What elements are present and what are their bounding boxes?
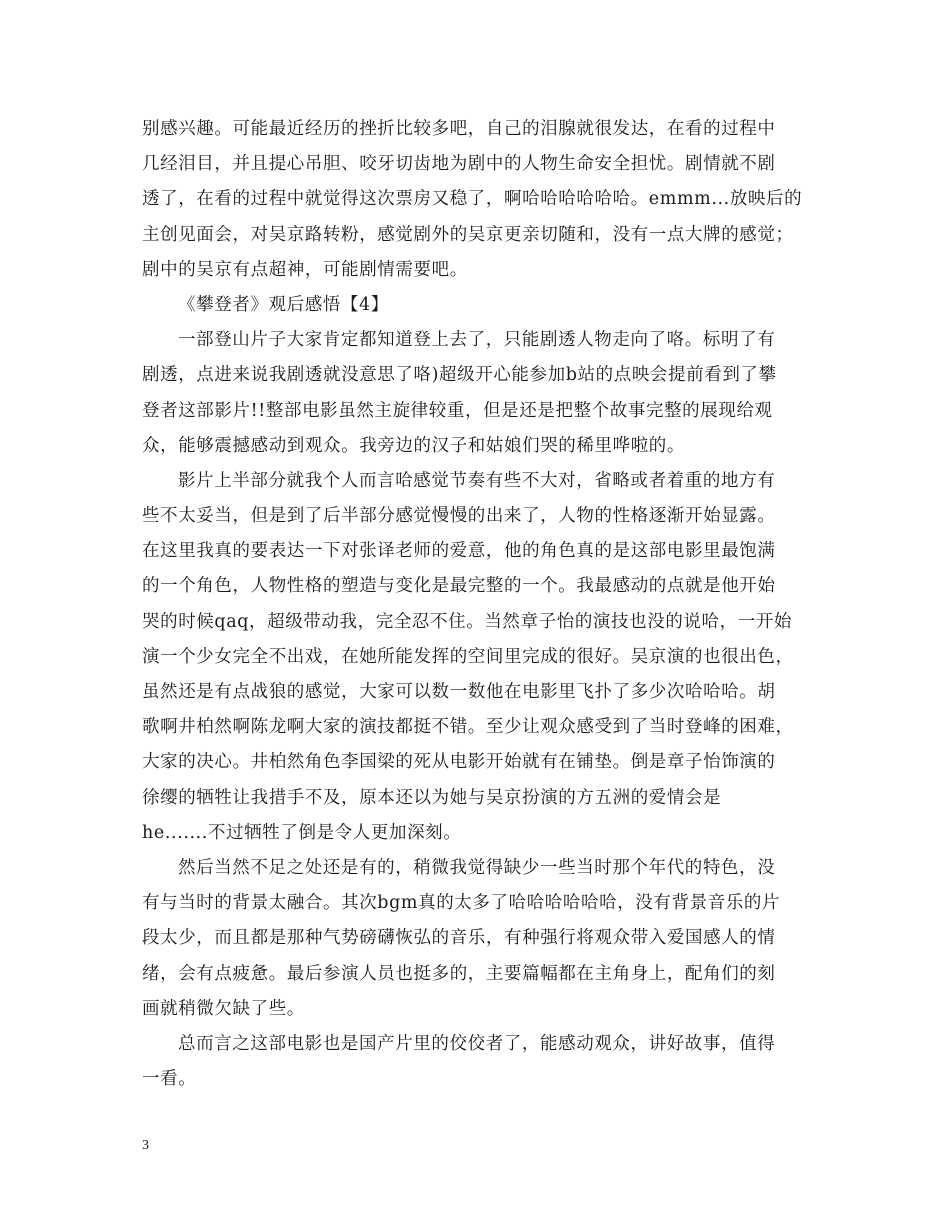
text-line: 演一个少女完全不出戏，在她所能发挥的空间里完成的很好。吴京演的也很出色， <box>142 646 794 667</box>
text-line: 登者这部影片!!整部电影虽然主旋律较重，但是还是把整个故事完整的展现给观 <box>142 400 773 421</box>
text-line: 歌啊井柏然啊陈龙啊大家的演技都挺不错。至少让观众感受到了当时登峰的困难， <box>142 717 794 738</box>
document-body <box>142 112 812 1097</box>
text-line: 的一个角色，人物性格的塑造与变化是最完整的一个。我最感动的点就是他开始 <box>142 576 776 597</box>
text-line: 一看。 <box>142 1069 197 1090</box>
text-line: 几经泪目，并且提心吊胆、咬牙切齿地为剧中的人物生命安全担忧。剧情就不剧 <box>142 154 776 175</box>
text-line: 总而言之这部电影也是国产片里的佼佼者了，能感动观众，讲好故事，值得 <box>178 1033 776 1054</box>
text-line: 别感兴趣。可能最近经历的挫折比较多吧，自己的泪腺就很发达，在看的过程中 <box>142 119 776 139</box>
section-heading <box>142 288 812 323</box>
paragraph-acting <box>142 464 812 851</box>
text-line: 有与当时的背景太融合。其次bgm真的太多了哈哈哈哈哈哈，没有背景音乐的片 <box>142 893 781 914</box>
text-line: 主创见面会，对吴京路转粉，感觉剧外的吴京更亲切随和，没有一点大牌的感觉； <box>142 224 794 245</box>
text-line: 徐缨的牺牲让我措手不及，原本还以为她与吴京扮演的方五洲的爱情会是 <box>142 787 722 808</box>
text-line: 画就稍微欠缺了些。 <box>142 998 305 1019</box>
text-line: he.......不过牺牲了倒是令人更加深刻。 <box>142 822 462 843</box>
text-line: 剧中的吴京有点超神，可能剧情需要吧。 <box>142 259 468 280</box>
text-line: 然后当然不足之处还是有的，稍微我觉得缺少一些当时那个年代的特色，没 <box>178 857 776 878</box>
text-line: 段太少，而且都是那种气势磅礴恢弘的音乐，有种强行将观众带入爱国感人的情 <box>142 928 776 949</box>
paragraph-shortcomings <box>142 851 812 1027</box>
text-line: 透了，在看的过程中就觉得这次票房又稳了，啊哈哈哈哈哈哈。emmm...放映后的 <box>142 189 803 210</box>
heading-text: 《攀登者》观后感悟【4】 <box>178 294 389 315</box>
paragraph-intro <box>142 323 812 464</box>
text-line: 虽然还是有点战狼的感觉，大家可以数一数他在电影里飞扑了多少次哈哈哈。胡 <box>142 682 776 702</box>
text-line: 剧透，点进来说我剧透就没意思了咯)超级开心能参加b站的点映会提前看到了攀 <box>142 365 777 386</box>
text-line: 在这里我真的要表达一下对张译老师的爱意，他的角色真的是这部电影里最饱满 <box>142 541 776 562</box>
paragraph-conclusion <box>142 1027 812 1097</box>
text-line: 众，能够震撼感动到观众。我旁边的汉子和姑娘们哭的稀里哗啦的。 <box>142 435 685 456</box>
text-line: 绪，会有点疲惫。最后参演人员也挺多的，主要篇幅都在主角身上，配角们的刻 <box>142 963 776 984</box>
text-line: 大家的决心。井柏然角色李国梁的死从电影开始就有在铺垫。倒是章子怡饰演的 <box>142 752 776 773</box>
paragraph-continuation <box>142 112 812 288</box>
text-line: 哭的时候qaq，超级带动我，完全忍不住。当然章子怡的演技也没的说哈，一开始 <box>142 611 793 632</box>
page-number: 3 <box>142 1138 149 1153</box>
text-line: 影片上半部分就我个人而言哈感觉节奏有些不大对，省略或者着重的地方有 <box>178 470 776 491</box>
text-line: 一部登山片子大家肯定都知道登上去了，只能剧透人物走向了咯。标明了有 <box>178 330 776 351</box>
text-line: 些不太妥当，但是到了后半部分感觉慢慢的出来了，人物的性格逐渐开始显露。 <box>142 506 776 527</box>
